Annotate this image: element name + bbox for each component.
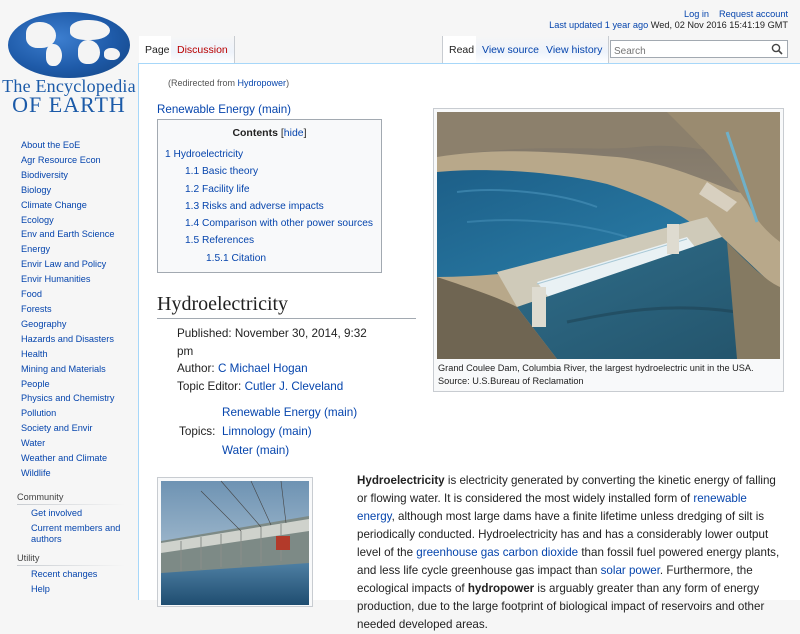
- term-hydroelectricity: Hydroelectricity: [357, 474, 445, 487]
- three-gorges-dam-image[interactable]: [161, 481, 309, 605]
- toc-item[interactable]: [158, 181, 381, 198]
- section-heading: Hydroelectricity: [157, 293, 416, 319]
- sidebar-item[interactable]: [0, 523, 138, 545]
- tab-read-label: Read: [449, 44, 475, 56]
- site-logo[interactable]: [0, 0, 138, 120]
- toc-num: 1.4: [185, 218, 200, 230]
- sidebar-link-agr[interactable]: Agr Resource Econ: [21, 154, 101, 165]
- last-updated: [549, 20, 788, 30]
- dam-figure: [433, 108, 784, 392]
- search-input[interactable]: [611, 44, 761, 60]
- sidebar-link-geography[interactable]: Geography: [21, 318, 67, 329]
- sidebar-item[interactable]: [0, 391, 138, 406]
- sidebar-item[interactable]: [0, 168, 138, 183]
- toc-item[interactable]: [158, 250, 381, 267]
- sidebar-link-weather[interactable]: Weather and Climate: [21, 453, 108, 464]
- figure-caption: Grand Coulee Dam, Columbia River, the largest hydroelectric unit in the USA. Source: U.S.Bureau of Reclamation: [438, 363, 754, 386]
- topic-link-water[interactable]: Water (main): [222, 444, 290, 457]
- table-of-contents: [157, 119, 382, 273]
- sidebar-link-energy[interactable]: Energy: [21, 244, 51, 255]
- author-label: Author:: [177, 362, 218, 376]
- topic-link-limnology[interactable]: Limnology (main): [222, 425, 312, 438]
- sidebar-item[interactable]: [0, 287, 138, 302]
- body-text: is electricity generated by converting the kinetic energy of falling or flowing water. It is considered the most widely installed form of: [357, 474, 776, 505]
- tab-view-history-label: View history: [546, 44, 603, 56]
- toc-text: Hydroelectricity: [173, 149, 244, 160]
- sidebar-link-humanities[interactable]: Envir Humanities: [21, 274, 91, 285]
- sidebar-link-climate[interactable]: Climate Change: [21, 199, 87, 210]
- utility-list: [0, 569, 138, 595]
- sidebar-link-society[interactable]: Society and Envir: [21, 423, 93, 434]
- tab-view-history[interactable]: [540, 36, 609, 63]
- toc-text: Comparison with other power sources: [202, 218, 374, 230]
- request-account-link[interactable]: Request account: [719, 9, 788, 19]
- link-carbon-dioxide[interactable]: carbon dioxide: [502, 546, 579, 559]
- sidebar-item[interactable]: [0, 569, 138, 580]
- grand-coulee-dam-image[interactable]: [437, 112, 780, 359]
- sidebar-link-hazards[interactable]: Hazards and Disasters: [21, 333, 114, 344]
- community-heading: Community: [17, 491, 64, 502]
- logo-text-line2: OF EARTH: [12, 92, 126, 117]
- topics-list: [222, 403, 422, 460]
- sidebar-link-water[interactable]: Water: [21, 438, 46, 449]
- body-text: than fossil fuel powered energy plants, and less life cycle greenhouse gas impact than: [357, 546, 780, 577]
- toc-text: References: [202, 235, 255, 247]
- sidebar-link-recent-changes[interactable]: Recent changes: [31, 568, 98, 579]
- divider: [17, 504, 125, 505]
- search-box: [610, 40, 788, 58]
- toc-title: [158, 127, 381, 139]
- sidebar-item[interactable]: [0, 183, 138, 198]
- toc-num: 1.2: [185, 183, 200, 195]
- body-text: . Furthermore, the ecological impacts of: [357, 564, 753, 595]
- login-link[interactable]: Log in: [684, 9, 710, 19]
- dam-figure-2: [157, 477, 313, 607]
- article-body: [357, 472, 783, 634]
- sidebar-item[interactable]: [0, 466, 138, 481]
- sidebar-link-about[interactable]: About the EoE: [21, 140, 81, 150]
- sidebar-item[interactable]: [0, 257, 138, 272]
- link-renewable-energy[interactable]: renewable energy: [357, 492, 747, 523]
- sidebar-link-people[interactable]: People: [21, 378, 50, 389]
- sidebar-item[interactable]: [0, 302, 138, 317]
- sidebar-link-health[interactable]: Health: [21, 348, 48, 359]
- editor-label: Topic Editor:: [177, 379, 245, 393]
- published-date: Published: November 30, 2014, 9:32 pm: [177, 327, 367, 358]
- body-text: is arguably greater than any form of energy production, due to the large footprint of biological impact of reservoirs and other needed developed areas.: [357, 582, 765, 631]
- toc-item[interactable]: [158, 232, 381, 249]
- community-list: [0, 508, 138, 545]
- term-hydropower: hydropower: [467, 582, 535, 595]
- tab-discussion[interactable]: [171, 36, 235, 63]
- sidebar-item[interactable]: [0, 317, 138, 332]
- sidebar-item[interactable]: [0, 436, 138, 451]
- sidebar-item[interactable]: [0, 508, 138, 519]
- last-updated-date: Wed, 02 Nov 2016 15:41:19 GMT: [650, 20, 788, 30]
- sidebar-link-forests[interactable]: Forests: [21, 303, 52, 314]
- sidebar-item[interactable]: [0, 198, 138, 213]
- toc-text: Facility life: [202, 183, 250, 195]
- utility-heading: Utility: [17, 552, 40, 563]
- toc-item[interactable]: [158, 198, 381, 215]
- content-area: [138, 63, 800, 631]
- redirect-link[interactable]: Hydropower: [237, 78, 287, 88]
- toc-hide-wrapper: [hide]: [280, 127, 307, 139]
- sidebar-item[interactable]: [0, 451, 138, 466]
- last-updated-link[interactable]: Last updated 1 year ago: [549, 20, 649, 30]
- sidebar-item[interactable]: [0, 406, 138, 421]
- toc-num: 1.5: [185, 235, 200, 247]
- sidebar-link-members[interactable]: Current members and authors: [31, 522, 121, 544]
- toc-item[interactable]: [158, 163, 381, 180]
- topic-item[interactable]: [222, 441, 422, 460]
- sidebar-item[interactable]: [0, 332, 138, 347]
- link-greenhouse-gas[interactable]: greenhouse gas: [416, 546, 500, 559]
- author-link[interactable]: C Michael Hogan: [217, 362, 308, 376]
- sidebar-item[interactable]: [0, 272, 138, 287]
- sidebar-link-mining[interactable]: Mining and Materials: [21, 363, 106, 374]
- sidebar-item[interactable]: [0, 421, 138, 436]
- sidebar-item[interactable]: [0, 362, 138, 377]
- sidebar-item[interactable]: [0, 227, 138, 242]
- sidebar-link-get-involved[interactable]: Get involved: [31, 507, 83, 518]
- sidebar-link-wildlife[interactable]: Wildlife: [21, 467, 51, 478]
- topic-link-renewable[interactable]: Renewable Energy (main): [222, 406, 358, 419]
- sidebar-item[interactable]: [0, 153, 138, 168]
- sidebar-item[interactable]: [0, 138, 138, 153]
- tab-view-source[interactable]: [476, 36, 546, 63]
- toc-num: 1: [165, 149, 171, 160]
- sidebar-link-law[interactable]: Envir Law and Policy: [21, 259, 107, 270]
- editor-line: [177, 378, 377, 396]
- tab-view-source-label: View source: [482, 44, 540, 56]
- toc-list: [158, 146, 381, 267]
- toc-text: Citation: [231, 252, 267, 264]
- sidebar-link-ecology[interactable]: Ecology: [21, 214, 54, 225]
- sidebar-link-biology[interactable]: Biology: [21, 184, 52, 195]
- main-topic-link[interactable]: Renewable Energy (main): [157, 103, 292, 116]
- tab-discussion-label: Discussion: [177, 44, 228, 56]
- sidebar-item[interactable]: [0, 213, 138, 228]
- sidebar-link-food[interactable]: Food: [21, 289, 42, 300]
- toc-title-text: Contents: [232, 127, 278, 139]
- topic-item[interactable]: [222, 422, 422, 441]
- tab-page-label: Page: [145, 44, 170, 56]
- toc-item[interactable]: [158, 146, 381, 163]
- toc-text: Risks and adverse impacts: [202, 200, 324, 212]
- toc-item[interactable]: [158, 215, 381, 232]
- sidebar-item[interactable]: [0, 242, 138, 257]
- sidebar-item[interactable]: [0, 377, 138, 392]
- redirect-prefix: (Redirected from: [168, 78, 238, 88]
- toc-num: 1.1: [185, 166, 200, 178]
- toc-num: 1.5.1: [206, 252, 229, 264]
- sidebar-item[interactable]: [0, 347, 138, 362]
- sidebar-link-help[interactable]: Help: [31, 583, 50, 594]
- editor-link[interactable]: Cutler J. Cleveland: [244, 379, 344, 393]
- toc-hide-link[interactable]: hide: [283, 127, 304, 139]
- sidebar: [0, 138, 138, 599]
- redirect-notice: [168, 78, 289, 88]
- sidebar-link-env-earth[interactable]: Env and Earth Science: [21, 229, 115, 240]
- sidebar-link-physics[interactable]: Physics and Chemistry: [21, 393, 115, 404]
- divider: [17, 565, 125, 566]
- search-icon[interactable]: [771, 43, 783, 55]
- topic-item[interactable]: [222, 403, 422, 422]
- sidebar-item[interactable]: [0, 584, 138, 595]
- redirect-suffix: ): [286, 78, 290, 88]
- sidebar-nav: [0, 138, 138, 481]
- toc-text: Basic theory: [202, 166, 259, 178]
- sidebar-link-biodiversity[interactable]: Biodiversity: [21, 169, 68, 180]
- personal-tools: [684, 9, 788, 19]
- sidebar-link-pollution[interactable]: Pollution: [21, 408, 57, 419]
- logo-text-line1: The Encyclopedia: [2, 76, 136, 96]
- body-text: , although most large dams have a finite lifetime unless dredging of silt is periodically conducted. Hydroelectricity has and has a considerably lower output level of the: [357, 510, 769, 559]
- article-meta: [177, 325, 377, 395]
- link-solar-power[interactable]: solar power: [600, 564, 660, 577]
- author-line: [177, 360, 377, 378]
- topics-label: Topics:: [179, 425, 216, 438]
- globe-icon: [8, 12, 130, 78]
- toc-num: 1.3: [185, 200, 200, 212]
